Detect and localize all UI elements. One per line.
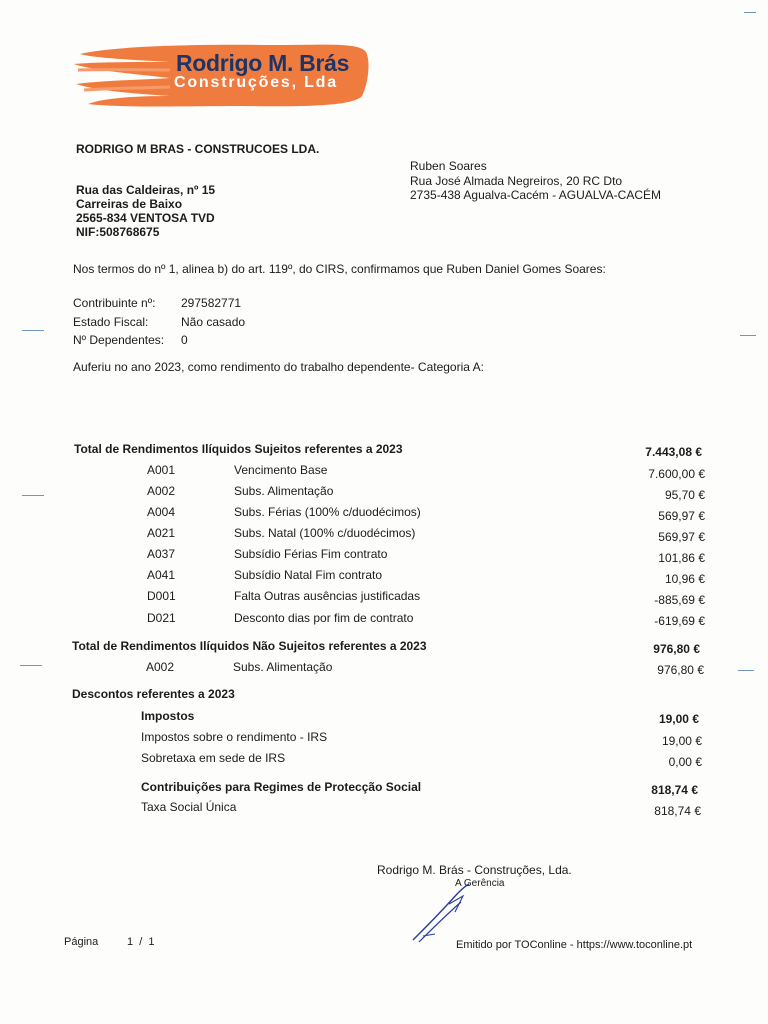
row-amount: -885,69 € (654, 593, 705, 607)
impostos-title: Impostos (141, 709, 195, 723)
page-number: 1 / 1 (127, 936, 155, 948)
row-code: A041 (147, 568, 176, 582)
contribuicoes-title: Contribuições para Regimes de Protecção Social (141, 780, 422, 794)
intro-text: Nos termos do nº 1, alinea b) do art. 119º, do CIRS, confirmamos que Ruben Daniel Gomes Soares: (73, 262, 606, 276)
row-desc: Subs. Férias (100% c/duodécimos) (234, 505, 421, 519)
scan-mark (740, 335, 756, 336)
contribuinte-value: 297582771 (181, 296, 242, 310)
logo-subtitle: Construções, Lda (174, 74, 338, 91)
row-desc: Subsídio Férias Fim contrato (234, 547, 388, 561)
row-amount: 976,80 € (657, 663, 704, 677)
estado-fiscal-value: Não casado (181, 315, 246, 329)
row-code: A001 (147, 463, 176, 477)
row-desc: Impostos sobre o rendimento - IRS (141, 730, 328, 744)
contribuinte-label: Contribuinte nº: (73, 296, 156, 310)
row-amount: 101,86 € (658, 551, 705, 565)
row-code: A002 (146, 660, 175, 674)
row-code: A002 (147, 484, 176, 498)
row-desc: Vencimento Base (234, 463, 328, 477)
impostos-total: 19,00 € (658, 712, 699, 726)
sender-company: RODRIGO M BRAS - CONSTRUCOES LDA. (76, 142, 320, 156)
estado-fiscal-label: Estado Fiscal: (73, 315, 149, 329)
row-code: A021 (147, 526, 176, 540)
row-desc: Subsídio Natal Fim contrato (234, 568, 383, 582)
nao-sujeitos-title: Total de Rendimentos Ilíquidos Não Sujeitos referentes a 2023 (72, 639, 427, 653)
row-code: D021 (147, 611, 176, 625)
row-amount: 7.600,00 € (648, 467, 705, 481)
row-amount: 19,00 € (661, 734, 702, 748)
sender-address-line: Carreiras de Baixo (76, 197, 183, 211)
row-desc: Taxa Social Única (141, 800, 237, 814)
row-amount: 10,96 € (664, 572, 705, 586)
row-code: A037 (147, 547, 176, 561)
row-desc: Subs. Alimentação (233, 660, 333, 674)
signature-company: Rodrigo M. Brás - Construções, Lda. (377, 863, 572, 877)
sujeitos-total: 7.443,08 € (645, 445, 702, 459)
dependentes-label: Nº Dependentes: (73, 333, 165, 347)
row-amount: -619,69 € (654, 614, 705, 628)
scan-mark (22, 330, 44, 331)
scan-mark (20, 665, 42, 666)
sender-address-line: 2565-834 VENTOSA TVD (76, 211, 215, 225)
nao-sujeitos-total: 976,80 € (653, 642, 700, 656)
row-desc: Desconto dias por fim de contrato (234, 611, 414, 625)
contribuicoes-total: 818,74 € (651, 783, 698, 797)
row-amount: 0,00 € (668, 755, 702, 769)
page-label: Página (64, 936, 99, 948)
sujeitos-title: Total de Rendimentos Ilíquidos Sujeitos referentes a 2023 (74, 442, 403, 456)
descontos-title: Descontos referentes a 2023 (72, 687, 235, 701)
row-amount: 818,74 € (654, 804, 701, 818)
signature-role: A Gerência (455, 878, 505, 889)
row-desc: Subs. Natal (100% c/duodécimos) (234, 526, 416, 540)
scan-mark (744, 12, 756, 13)
sender-nif: NIF:508768675 (76, 225, 160, 239)
income-statement: Auferiu no ano 2023, como rendimento do trabalho dependente- Categoria A: (73, 360, 484, 374)
dependentes-value: 0 (181, 333, 188, 347)
row-desc: Falta Outras ausências justificadas (234, 589, 421, 603)
recipient-city: 2735-438 Agualva-Cacém - AGUALVA-CACÉM (410, 188, 661, 202)
row-desc: Sobretaxa em sede de IRS (141, 751, 286, 765)
row-amount: 569,97 € (658, 530, 705, 544)
row-amount: 95,70 € (664, 488, 705, 502)
scan-mark (22, 495, 44, 496)
handwritten-signature-icon (405, 882, 485, 946)
logo-name: Rodrigo M. Brás (176, 50, 350, 76)
row-desc: Subs. Alimentação (234, 484, 334, 498)
sender-address-line: Rua das Caldeiras, nº 15 (76, 183, 216, 197)
recipient-street: Rua José Almada Negreiros, 20 RC Dto (410, 174, 623, 188)
emitted-by: Emitido por TOConline - https://www.toconline.pt (456, 939, 693, 951)
scan-mark (738, 670, 754, 671)
row-amount: 569,97 € (658, 509, 705, 523)
recipient-name: Ruben Soares (410, 159, 487, 173)
row-code: D001 (147, 589, 176, 603)
row-code: A004 (147, 505, 176, 519)
company-logo (74, 40, 374, 112)
